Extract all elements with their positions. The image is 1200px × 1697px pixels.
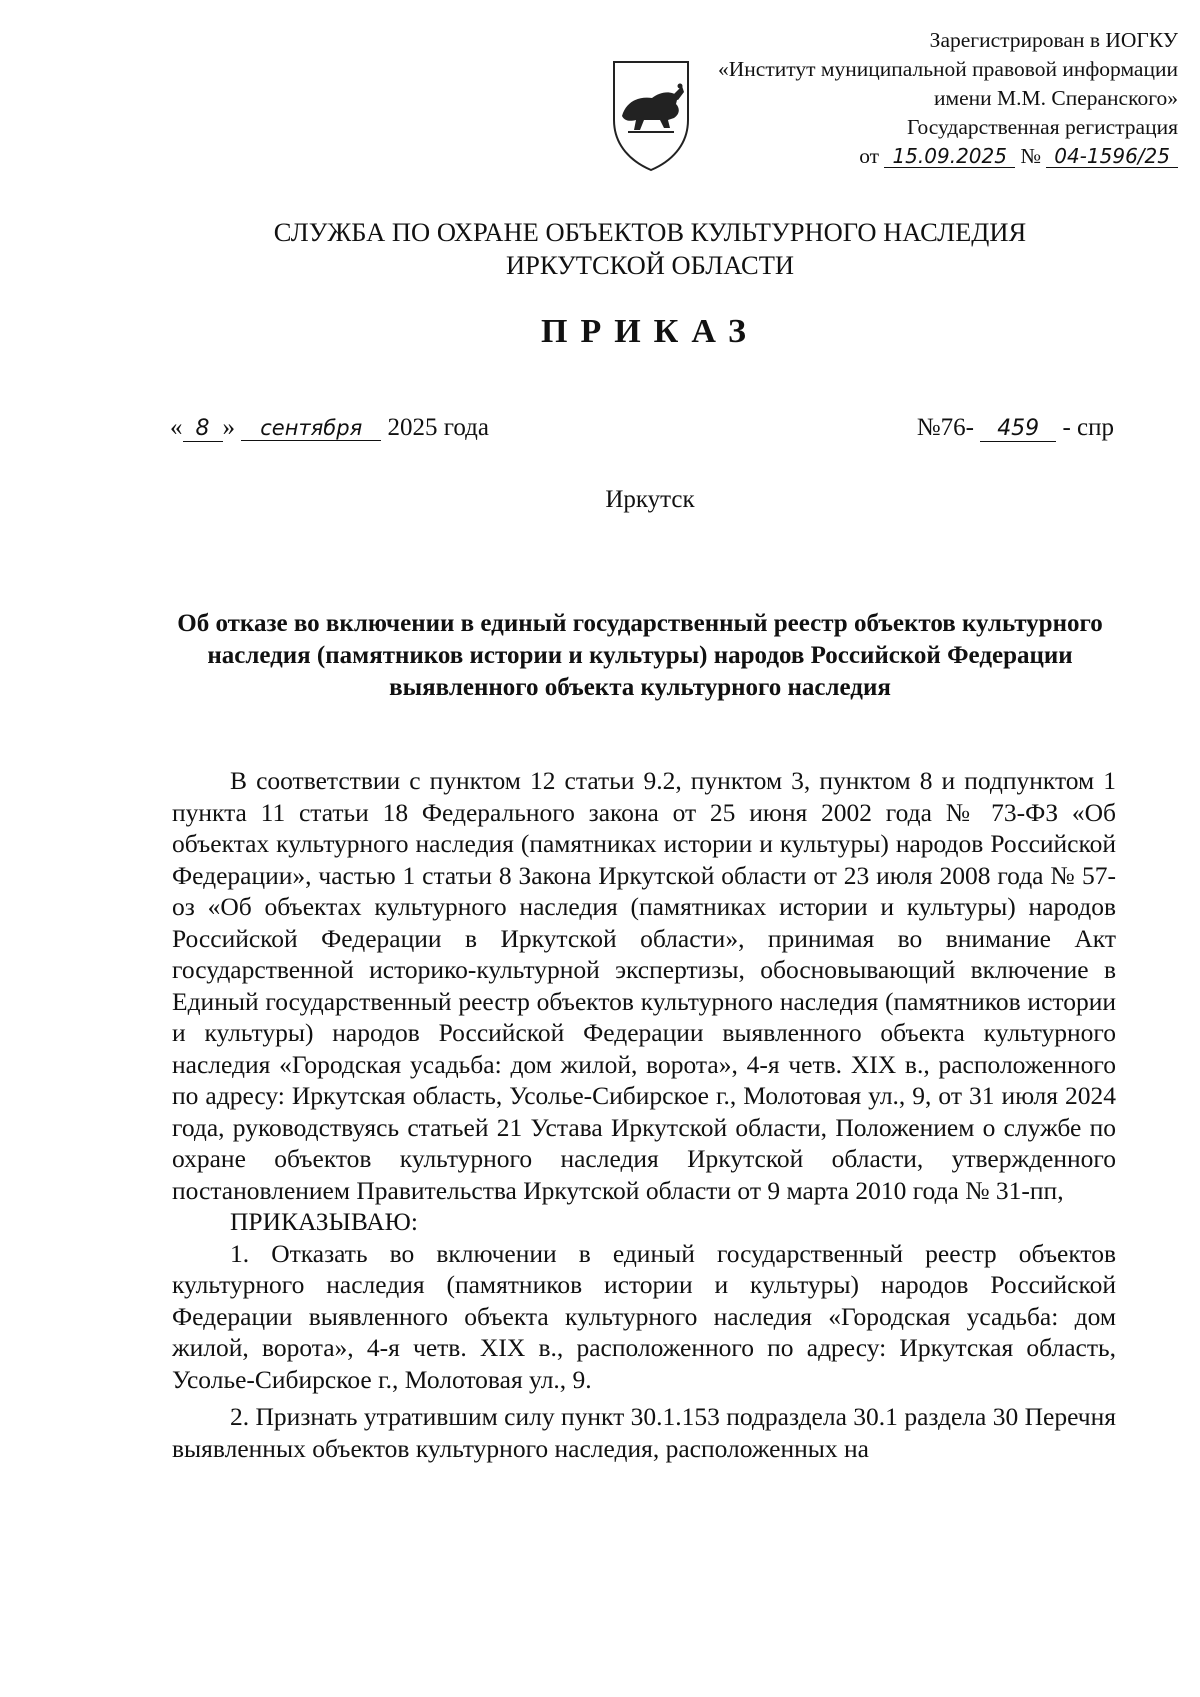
- preamble-paragraph: В соответствии с пунктом 12 статьи 9.2, пунктом 3, пунктом 8 и подпунктом 1 пункта 11 статьи 18 Федерального закона от 25 июня 2002 года № 73-ФЗ «Об объектах культурного наследия (памятниках истории и культуры) народов Российской Федерации», частью 1 статьи 8 Закона Иркутской области от 23 июля 2008 года № 57-оз «Об объектах культурного наследия (памятниках истории и культуры) народов Российской Федерации в Иркутской области», принимая во внимание Акт государственной историко-культурной экспертизы, обосновывающий включение в Единый государственный реестр объектов культурного наследия (памятников истории и культуры) народов Российской Федерации выявленного объекта культурного наследия «Городская усадьба: дом жилой, ворота», 4-я четв. XIX в., расположенного по адресу: Иркутская область, Усолье-Сибирское г., Молотовая ул., 9, от 31 июля 2024 года, руководствуясь статьей 21 Устава Иркутской области, Положением о службе по охране объектов культурного наследия Иркутской области, утвержденного постановлением Правительства Иркутской области от 9 марта 2010 года № 31-пп,: [172, 766, 1116, 1205]
- date-open-quote: «: [170, 414, 183, 441]
- agency-name-line-2: ИРКУТСКОЙ ОБЛАСТИ: [505, 250, 795, 280]
- order-number-prefix: №76-: [916, 414, 974, 441]
- registration-number-prefix: №: [1020, 144, 1041, 168]
- document-type: ПРИКАЗ: [541, 313, 759, 350]
- order-body: [172, 765, 1116, 1464]
- order-title: Об отказе во включении в единый государственный реестр объектов культурного наследия (памятников истории и культуры) народов Российской Федерации выявленного объекта культурного наследия: [177, 610, 1103, 701]
- order-item-1: 1. Отказать во включении в единый государственный реестр объектов культурного наследия (памятников истории и культуры) народов Российской Федерации выявленного объекта культурного наследия «Городская усадьба: дом жилой, ворота», 4-я четв. XIX в., расположенного по адресу: Иркутская область, Усолье-Сибирское г., Молотовая ул., 9.: [172, 1238, 1116, 1394]
- agency-name-line-1: СЛУЖБА ПО ОХРАНЕ ОБЪЕКТОВ КУЛЬТУРНОГО НАСЛЕДИЯ: [273, 217, 1027, 247]
- registration-date-prefix: от: [859, 144, 880, 168]
- registration-line-4: Государственная регистрация: [906, 115, 1178, 139]
- registration-line-3: имени М.М. Сперанского»: [933, 86, 1178, 110]
- order-number: [917, 414, 1114, 442]
- registration-stamp: [618, 26, 1178, 171]
- registration-line-1: Зарегистрирован в ИОГКУ: [929, 28, 1178, 52]
- registration-number: 04-1596/25: [1046, 145, 1178, 168]
- order-number-value: 459: [980, 416, 1056, 442]
- order-number-suffix: - спр: [1062, 414, 1114, 441]
- registration-line-5: [618, 142, 1178, 171]
- agency-name: [100, 216, 1200, 282]
- date-year: 2025 года: [387, 414, 489, 441]
- date-close-quote: »: [222, 414, 235, 441]
- order-date: [170, 414, 489, 442]
- order-word: ПРИКАЗЫВАЮ:: [230, 1207, 418, 1236]
- registration-line-2: «Институт муниципальной правовой информации: [718, 57, 1178, 81]
- date-day: 8: [183, 416, 223, 442]
- order-item-2: 2. Признать утратившим силу пункт 30.1.153 подраздела 30.1 раздела 30 Перечня выявленных объектов культурного наследия, расположенных на: [172, 1402, 1116, 1463]
- registration-date: 15.09.2025: [884, 145, 1015, 168]
- date-month: сентября: [241, 416, 381, 441]
- city: Иркутск: [605, 486, 695, 513]
